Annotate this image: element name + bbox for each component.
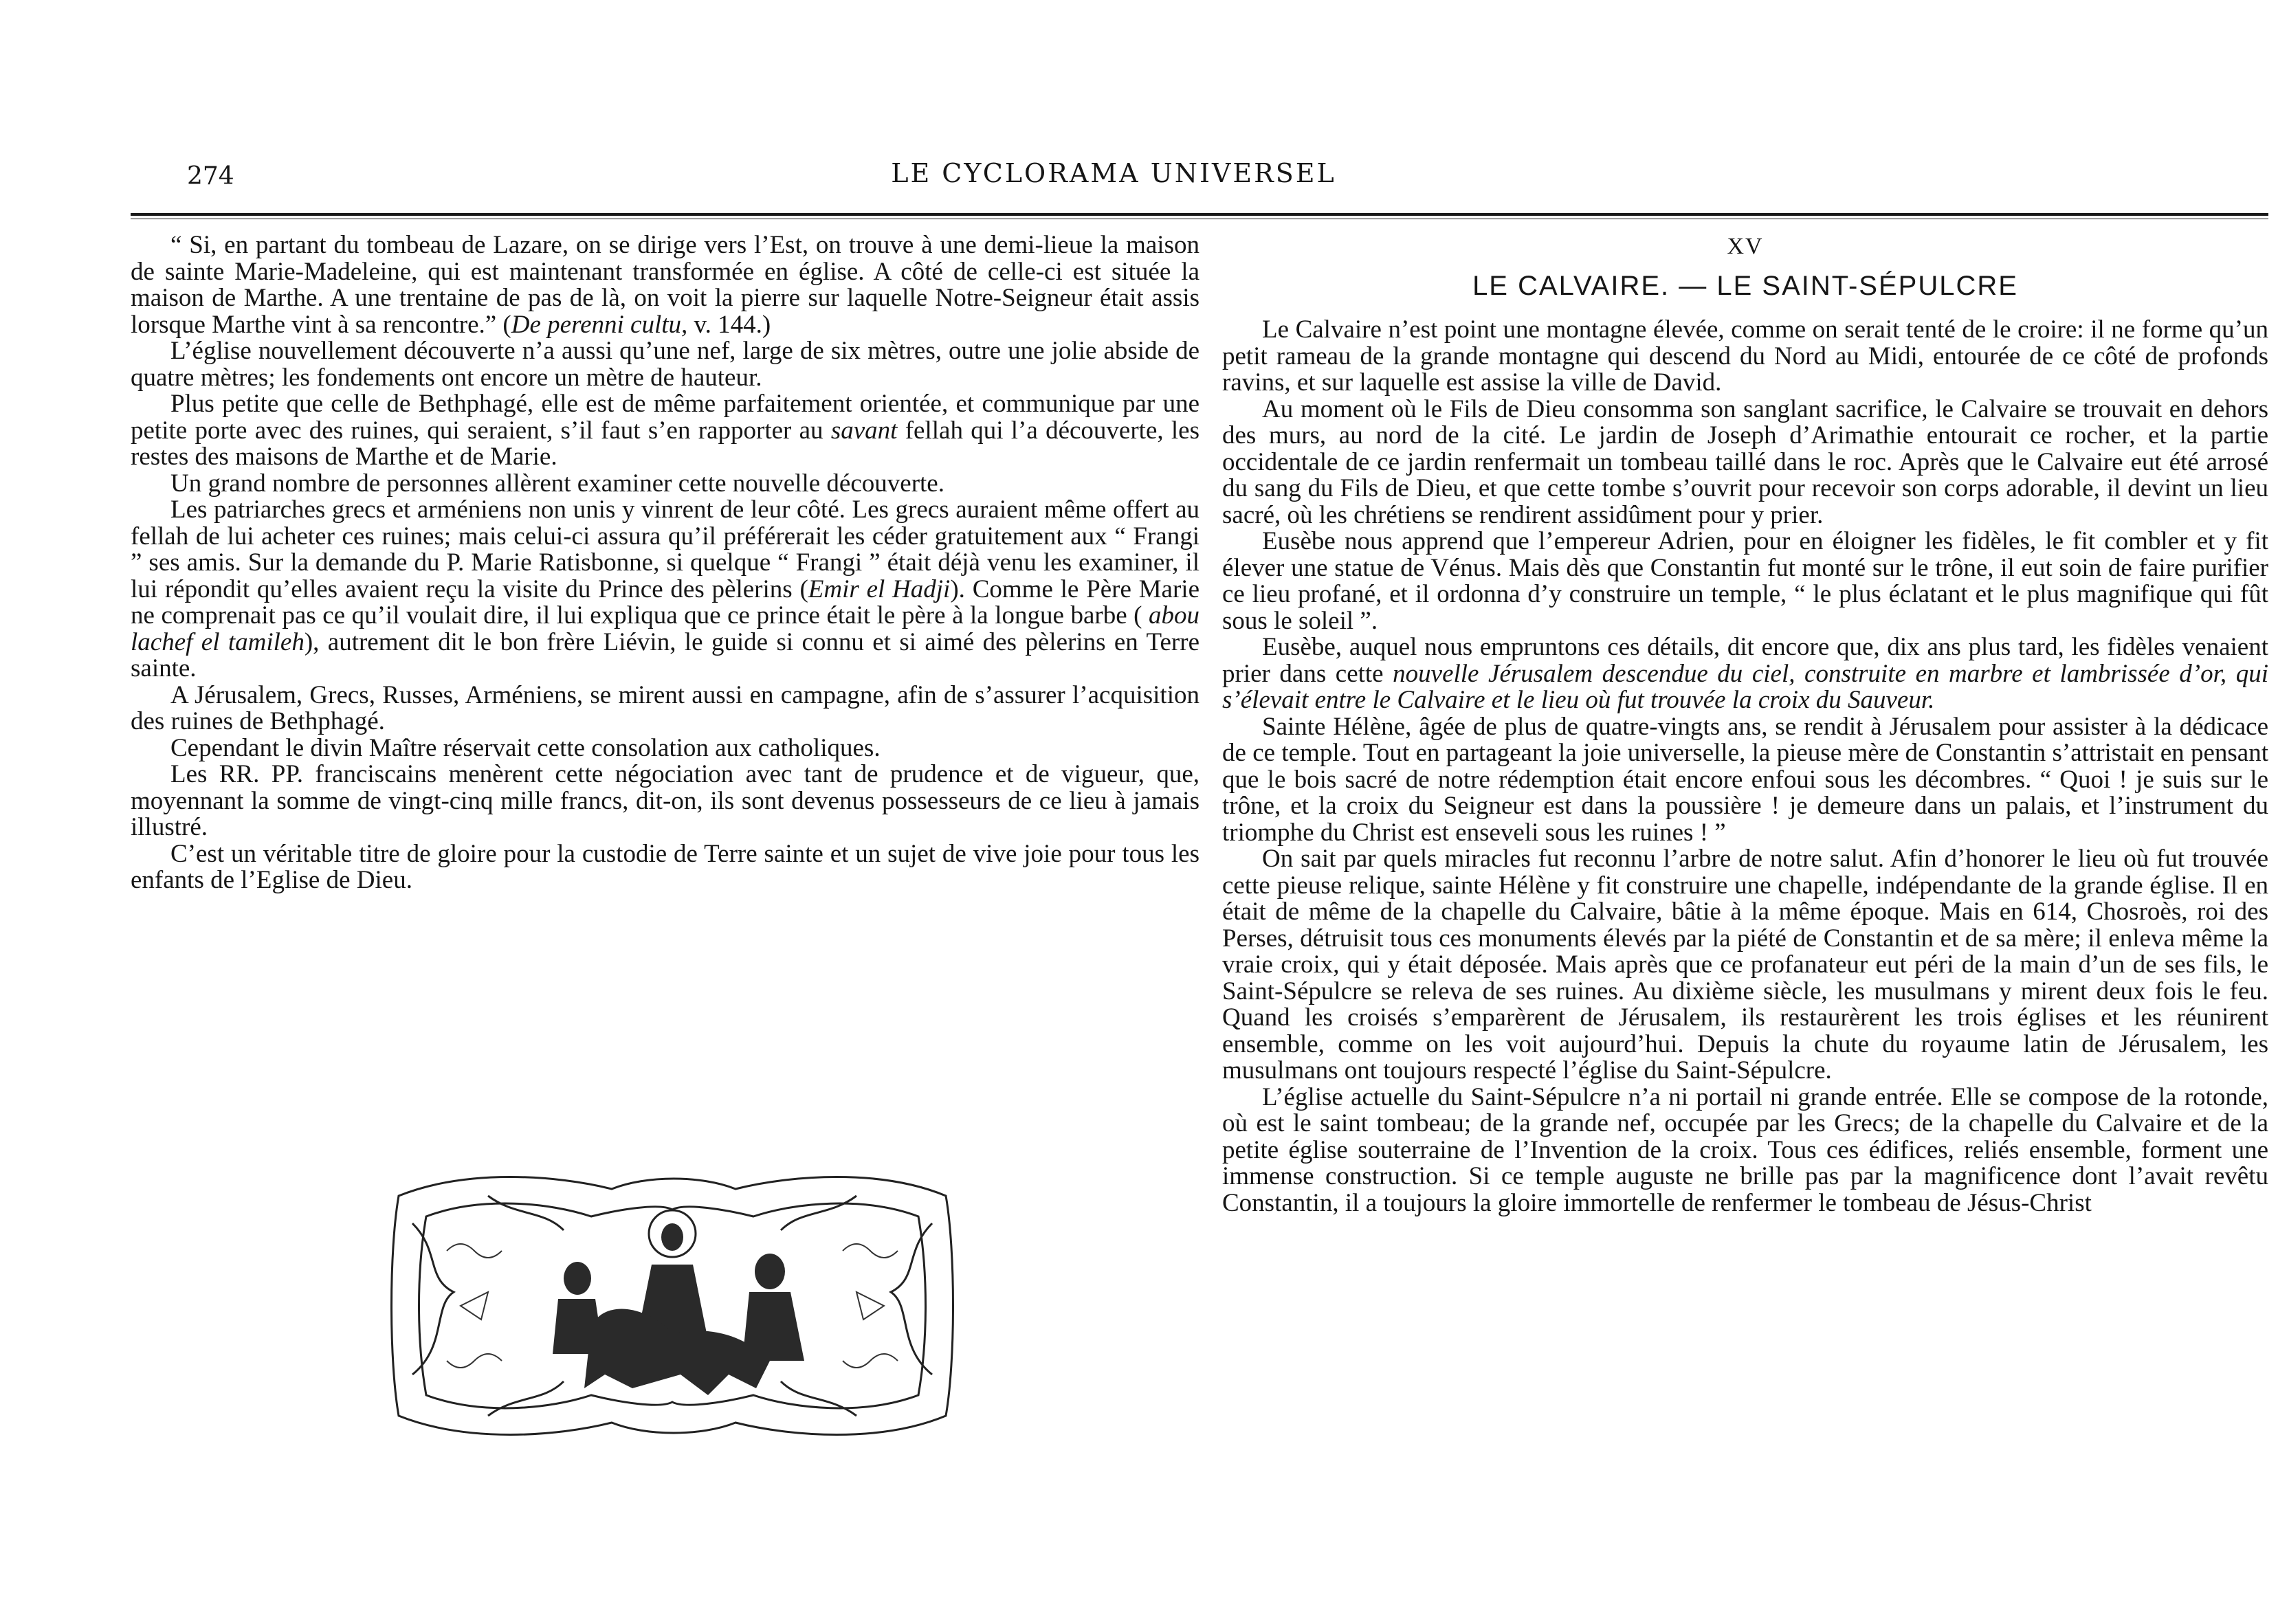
ornamental-vignette: [385, 1168, 960, 1443]
paragraph: On sait par quels miracles fut reconnu l’arbre de notre salut. Afin d’honorer le lieu où fut trouvée cette pieuse relique, sainte Hélène y fit construire une chapelle, indépendante de la grande église. Il en était de même de la chapelle du Calvaire, bâtie à la même époque. Mais en 614, Chosroès, roi des Perses, détruisit tous ces monuments élevés par la piété de Constantin et de sa mère; il enleva même la vraie croix, qui y était déposée. Mais après que ce profanateur eut péri de la main d’un de ses fils, le Saint-Sépulcre se releva de ses ruines. Au dixième siècle, les musulmans y mirent deux fois le feu. Quand les croisés s’emparèrent de Jérusalem, ils restaurèrent les trois églises et les réunirent ensemble, comme on les voit aujourd’hui. Depuis la chute du royaume latin de Jérusalem, les musulmans ont toujours respecté l’église du Saint-Sépulcre.: [1222, 845, 2268, 1084]
text-run: v. 144.): [687, 310, 771, 339]
emphasis: savant: [830, 416, 898, 445]
running-title: LE CYCLORAMA UNIVERSEL: [891, 158, 1336, 188]
paragraph: A Jérusalem, Grecs, Russes, Arméniens, se mirent aussi en campagne, afin de s’assurer l’acquisition des ruines de Bethphagé.: [131, 680, 1199, 735]
text-run: Eusèbe, auquel nous empruntons ces détails, dit encore que, dix ans plus tard, les fidèles venaient prier dans cette: [1222, 633, 2268, 688]
text-run: fellah qui l’a découverte, les restes des maisons de Marthe et de Marie.: [131, 416, 1199, 471]
text-run: ), autrement dit le bon frère Liévin, le guide si connu et si aimé des pèlerins en Terre sainte.: [131, 627, 1199, 682]
paragraph: Eusèbe nous apprend que l’empereur Adrien, pour en éloigner les fidèles, le fit combler et y fit élever une statue de Vénus. Mais dès que Constantin fut monté sur le trône, il eut soin de faire purifier ce lieu profané, et il ordonna d’y construire un temple, “ le plus éclatant et le plus magnifique qui fût sous le soleil ”.: [1222, 527, 2268, 635]
paragraph: C’est un véritable titre de gloire pour la custodie de Terre sainte et un sujet de vive joie pour tous les enfants de l’Eglise de Dieu.: [131, 839, 1199, 894]
paragraph: [1222, 634, 2268, 714]
emphasis: Emir el Hadji: [808, 575, 951, 603]
paragraph: Au moment où le Fils de Dieu consomma son sanglant sacrifice, le Calvaire se trouvait en dehors des murs, au nord de la cité. Le jardin de Joseph d’Arimathie entourait ce rocher, et la partie occidentale de ce jardin renfermait un tombeau taillé dans le roc. Après que le Calvaire eut été arrosé du sang du Fils de Dieu, et que cette tombe s’ouvrit pour recevoir son corps adorable, il devint un lieu sacré, où les chrétiens se rendirent assidûment pour y prier.: [1222, 394, 2268, 529]
paragraph: [131, 232, 1199, 338]
paragraph: Cependant le divin Maître réservait cette consolation aux catholiques.: [170, 733, 881, 762]
paragraph: [131, 497, 1199, 682]
emphasis: abou lachef el tamileh: [131, 601, 1199, 656]
right-column: [1222, 232, 2268, 1216]
header-rule: [131, 213, 2268, 216]
paragraph: L’église actuelle du Saint-Sépulcre n’a ni portail ni grande entrée. Elle se compose de la rotonde, où est le saint tombeau; de la grande nef, occupée par les Grecs; de la chapelle du Calvaire et de la petite église souterraine de l’Invention de la croix. Tous ces édifices, reliés ensemble, forment une immense construction. Si ce temple auguste ne brille pas par la magnificence dont l’avait revêtu Constantin, il a toujours la gloire immortelle de renfermer le tombeau de Jésus-Christ: [1222, 1082, 2268, 1217]
citation: De perenni cultu,: [511, 310, 688, 339]
text-run: Les patriarches grecs et arméniens non unis y vinrent de leur côté. Les grecs auraient même offert au fellah de lui acheter ces ruines; mais celui-ci assura qu’il préférerait les céder gratuitement aux “ Frangi ” ses amis. Sur la demande du P. Marie Ratisbonne, si quelque “ Frangi ” était déjà venu les examiner, il lui répondit qu’elles avaient reçu la visite du Prince des pèlerins (: [131, 496, 1199, 603]
left-column: [131, 232, 1199, 894]
text-run: Plus petite que celle de Bethphagé, elle est de même parfaitement orientée, et communique par une petite porte avec des ruines, qui seraient, s’il faut s’en rapporter au: [131, 390, 1199, 445]
section-number: XV: [1727, 234, 1764, 259]
paragraph: [131, 391, 1199, 471]
text-run: “ Si, en partant du tombeau de Lazare, on se dirige vers l’Est, on trouve à une demi-lieue la maison de sainte Marie-Madeleine, qui est maintenant transformée en église. A côté de celle-ci est située la maison de Marthe. A une trentaine de pas de là, on voit la pierre sur laquelle Notre-Seigneur était assis lorsque Marthe vint à sa rencontre.” (: [131, 231, 1199, 339]
paragraph: Le Calvaire n’est point une montagne élevée, comme on serait tenté de le croire: il ne forme qu’un petit rameau de la grande montagne qui descend du Nord au Midi, entourée de ce côté de profonds ravins, et sur laquelle est assise la ville de David.: [1222, 315, 2268, 397]
text-run: ). Comme le Père Marie ne comprenait pas ce qu’il voulait dire, il lui expliqua que ce prince était le père à la longue barbe (: [131, 575, 1200, 630]
paragraph: L’église nouvellement découverte n’a aussi qu’une nef, large de six mètres, outre une jolie abside de quatre mètres; les fondements ont encore un mètre de hauteur.: [131, 337, 1199, 392]
paragraph: Un grand nombre de personnes allèrent examiner cette nouvelle découverte.: [170, 469, 944, 498]
section-title: LE CALVAIRE. — LE SAINT-SÉPULCRE: [1472, 270, 2018, 301]
vignette-illustration: [385, 1168, 960, 1443]
page-header: [131, 153, 2097, 201]
paragraph: Sainte Hélène, âgée de plus de quatre-vingts ans, se rendit à Jérusalem pour assister à la dédicace de ce temple. Tout en partageant la joie universelle, la pieuse mère de Constantin s’attristait en pensant que le bois sacré de notre rédemption était encore enfoui sous les décombres. “ Quoi ! je suis sur le trône, et la croix du Seigneur est dans la poussière ! je demeure dans un palais, et l’instrument du triomphe du Christ est enseveli sous les ruines ! ”: [1222, 712, 2268, 847]
paragraph: Les RR. PP. franciscains menèrent cette négociation avec tant de prudence et de vigueur, que, moyennant la somme de vingt-cinq mille francs, dit-on, ils sont devenus possesseurs de ce lieu à jamais illustré.: [131, 760, 1199, 841]
page-number: 274: [187, 162, 234, 190]
emphasis: nouvelle Jérusalem descendue du ciel, construite en marbre et lambrissée d’or, qui s’élevait entre le Calvaire et le lieu où fut trouvée la croix du Sauveur.: [1222, 659, 2268, 714]
